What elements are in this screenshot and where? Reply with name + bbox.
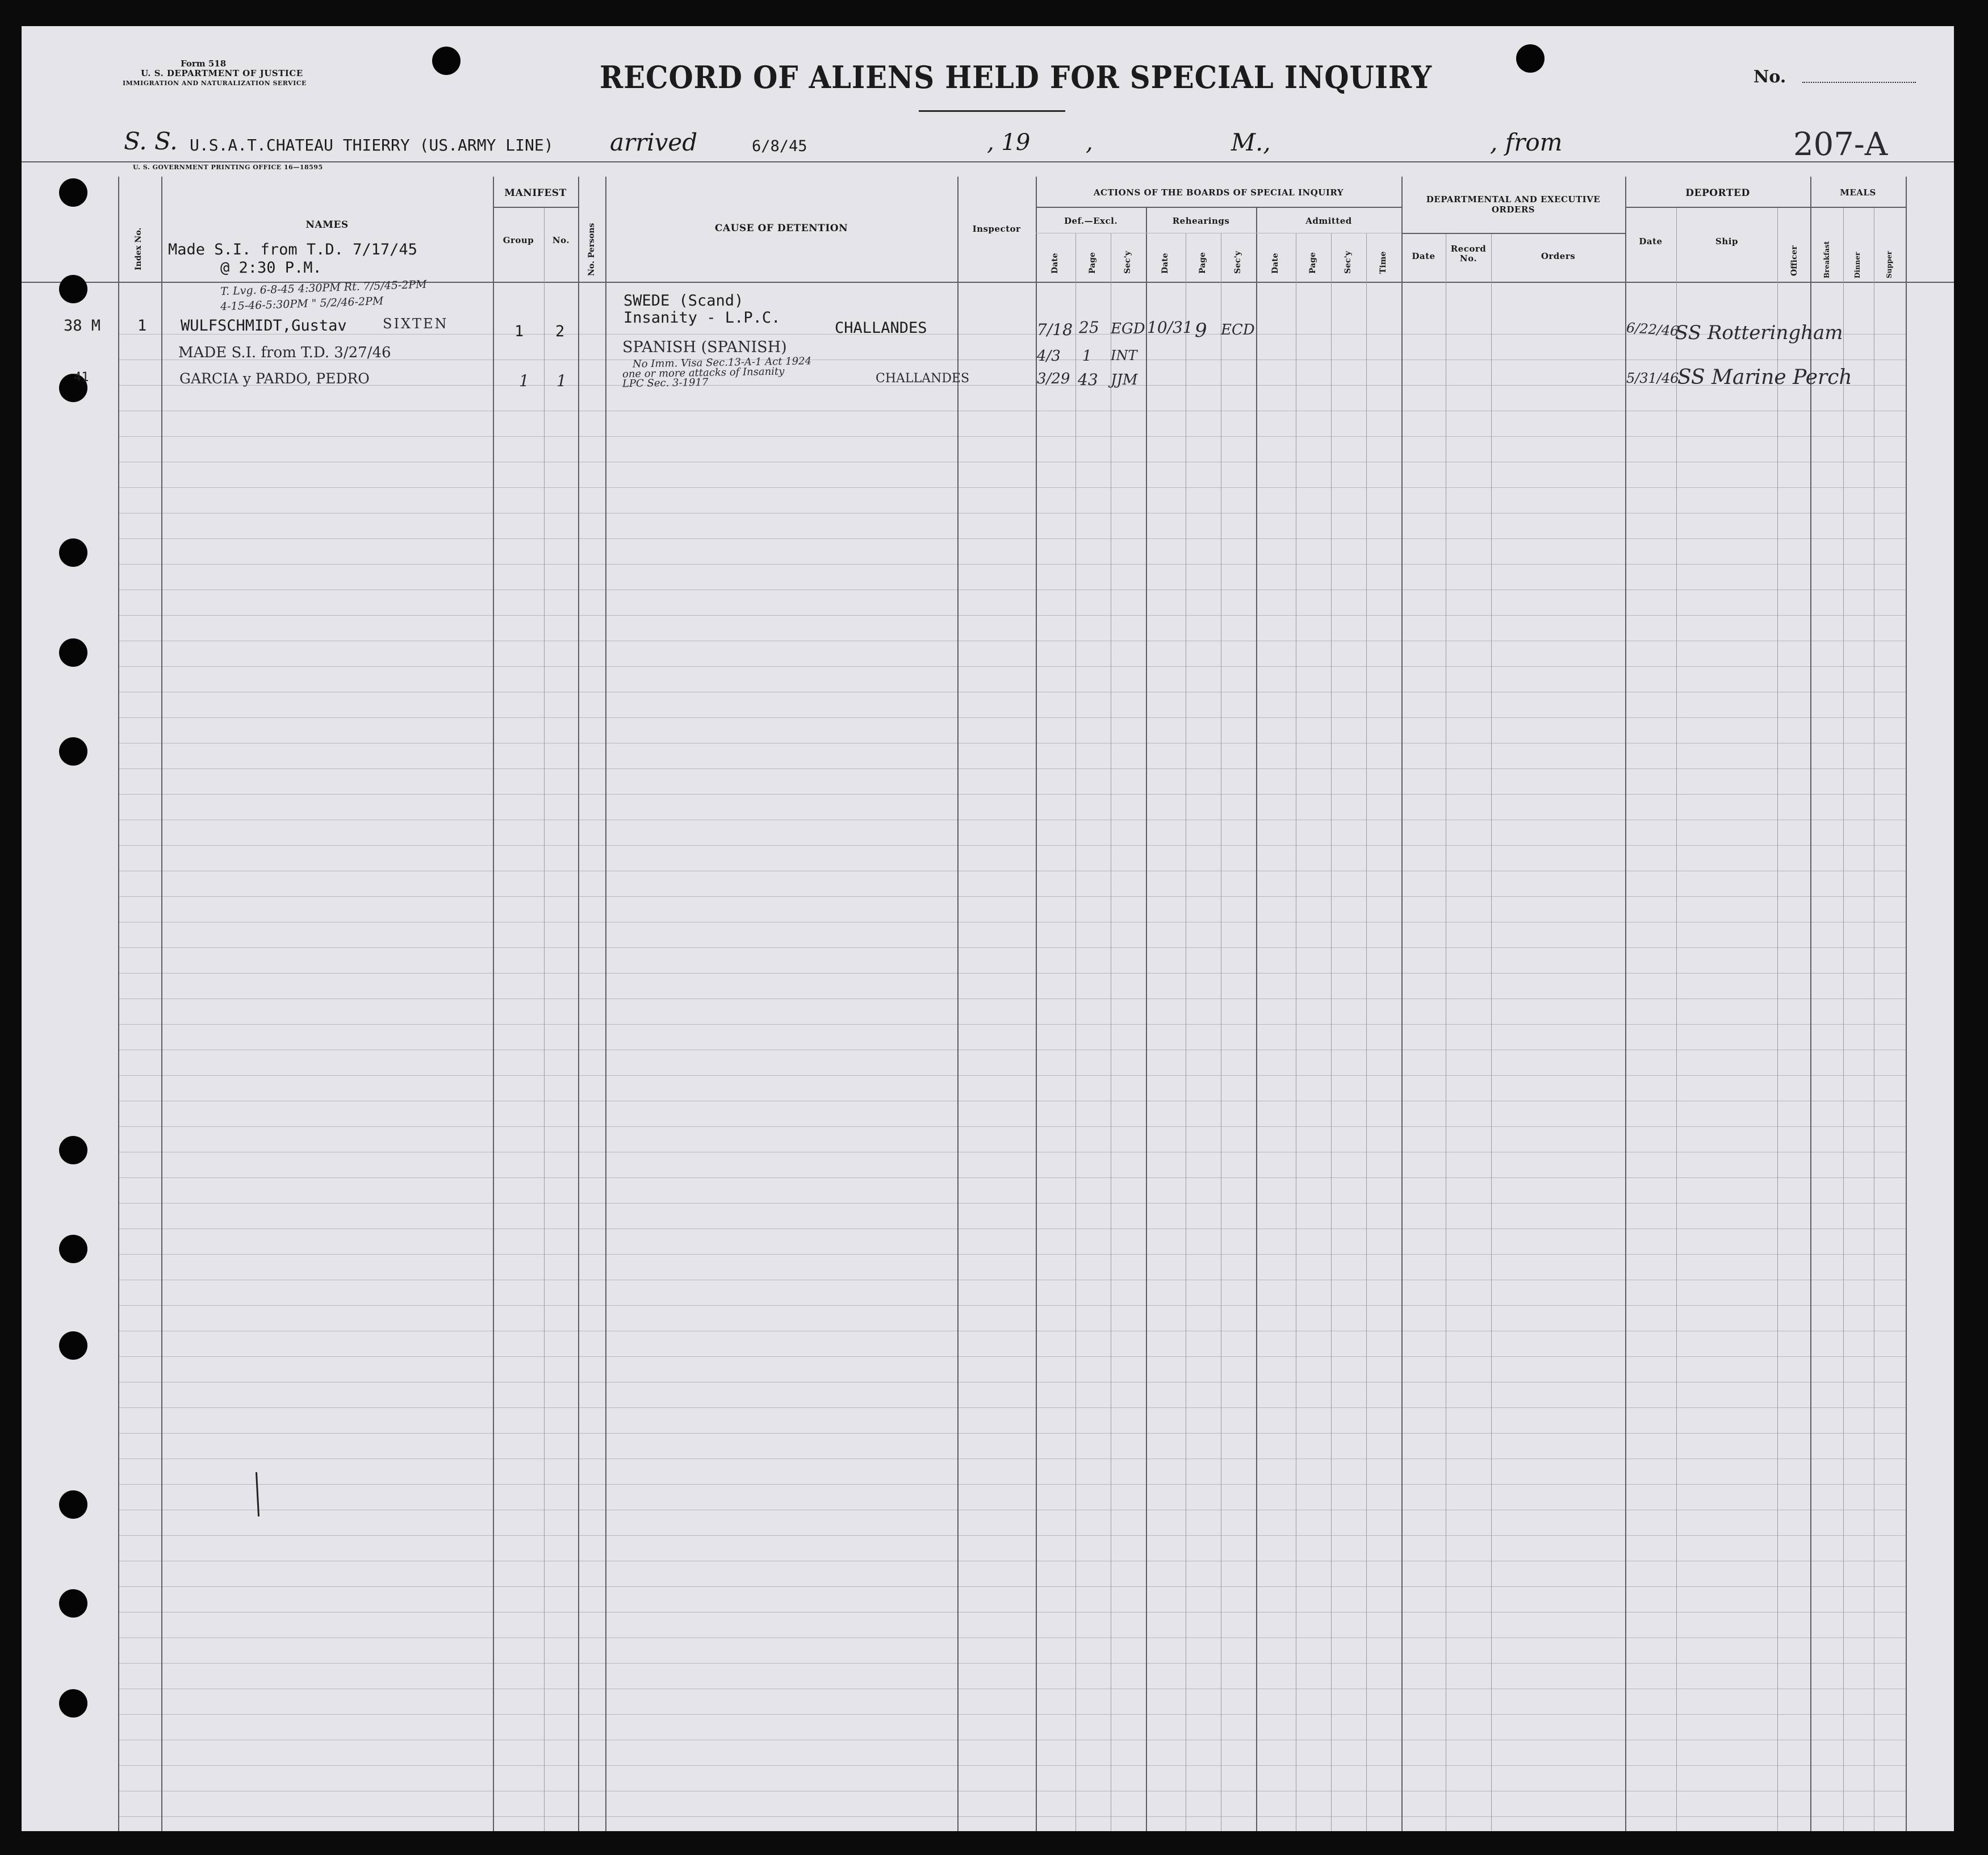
col-line-actions-left — [1036, 177, 1037, 1831]
header-officer: Officer — [1790, 245, 1799, 276]
ledger-row-line — [118, 1586, 1906, 1587]
ledger-row-line — [118, 973, 1906, 974]
entry2-name[interactable]: GARCIA y PARDO, PEDRO — [179, 370, 370, 387]
ledger-row-line — [118, 1177, 1906, 1178]
printing-office: U. S. GOVERNMENT PRINTING OFFICE 16—18595 — [133, 164, 323, 171]
header-breakfast: Breakfast — [1823, 241, 1831, 278]
entry2-inspector: CHALLANDES — [876, 371, 970, 386]
entry1-index: 1 — [137, 317, 147, 335]
col-line-names-left — [161, 177, 162, 1831]
entry2-cause-line1: SPANISH (SPANISH) — [622, 339, 787, 356]
entry1-def-date: 7/18 — [1037, 320, 1073, 339]
entry1-dep-date: 6/22/46 — [1626, 319, 1680, 340]
col-line-meals-right — [1906, 177, 1907, 1831]
binder-hole — [59, 538, 87, 567]
header-manifest: MANIFEST — [504, 187, 567, 199]
binder-hole — [59, 1490, 87, 1519]
ledger-row-line — [118, 666, 1906, 667]
header-no-persons: No. Persons — [587, 223, 596, 276]
entry1-name-extra: SIXTEN — [383, 316, 449, 332]
entry1-reh-date: 10/31 — [1147, 318, 1193, 337]
entry2-note-line1: MADE S.I. from T.D. 3/27/46 — [178, 344, 391, 361]
col-line-meals-left — [1810, 177, 1811, 1831]
col-line-a7 — [1366, 233, 1367, 1831]
ship-name[interactable]: U.S.A.T.CHATEAU THIERRY (US.ARMY LINE) — [190, 136, 554, 154]
header-adm-date: Date — [1271, 253, 1280, 274]
entry2-cause-line2: No Imm. Visa Sec.13-A-1 Act 1924 — [632, 355, 812, 370]
header-reh-page: Page — [1198, 252, 1207, 274]
header-admitted: Admitted — [1305, 216, 1352, 226]
header-actions: ACTIONS OF THE BOARDS OF SPECIAL INQUIRY — [1093, 187, 1344, 198]
names-note-line1: Made S.I. from T.D. 7/17/45 — [168, 241, 417, 258]
header-orders: Orders — [1541, 251, 1576, 261]
ledger-row-line — [118, 1663, 1906, 1664]
col-line-group-no — [544, 208, 545, 1831]
ledger-row-line — [118, 1126, 1906, 1127]
no-label: No. — [1753, 67, 1786, 87]
entry1-dep-ship: SS Rotteringham — [1675, 321, 1843, 344]
header-def-page: Page — [1088, 252, 1097, 274]
binder-hole — [59, 1136, 87, 1164]
ledger-row-line — [118, 1024, 1906, 1025]
m-label: M., — [1231, 128, 1271, 156]
comma-label: , — [1086, 129, 1093, 156]
entry1-group: 1 — [514, 323, 524, 340]
ledger-row-line — [118, 615, 1906, 616]
arrived-label: arrived — [610, 128, 698, 156]
binder-hole — [59, 1331, 87, 1360]
entry1-margin: 38 M — [64, 317, 101, 335]
col-line-dept-left — [1401, 177, 1403, 1831]
binder-hole — [59, 638, 87, 667]
dept-rule — [1401, 233, 1625, 234]
binder-hole — [59, 737, 87, 766]
binder-hole — [59, 275, 87, 303]
col-line-persons-left — [578, 177, 579, 1831]
no-field[interactable] — [1802, 82, 1916, 83]
ledger-row-line — [118, 1484, 1906, 1485]
form-agency: U. S. DEPARTMENT OF JUSTICE — [141, 68, 303, 78]
col-line-dep1 — [1676, 208, 1677, 1831]
col-line-deported-left — [1625, 177, 1626, 1831]
header-def-excl: Def.—Excl. — [1064, 216, 1118, 226]
entry1-no: 2 — [555, 323, 565, 340]
col-line-dep2 — [1777, 208, 1778, 1831]
ledger-row-line — [118, 1816, 1906, 1817]
entry1-reh-page: 9 — [1195, 319, 1207, 342]
header-def-secy: Sec'y — [1123, 251, 1132, 274]
ledger-row-line — [118, 538, 1906, 539]
header-names: NAMES — [305, 219, 349, 231]
form-number: Form 518 — [181, 59, 227, 69]
entry2-def-secy2: JJM — [1111, 371, 1138, 388]
col-line-rehear-left — [1146, 208, 1147, 1831]
ledger-row-line — [118, 1254, 1906, 1255]
ledger-row-line — [118, 1305, 1906, 1306]
ledger-row-line — [118, 1075, 1906, 1076]
header-meals: MEALS — [1840, 187, 1876, 198]
col-line-a6 — [1331, 233, 1332, 1831]
header-reh-secy: Sec'y — [1233, 251, 1242, 274]
from-label: , from — [1490, 128, 1563, 156]
header-inspector: Inspector — [972, 224, 1021, 234]
header-dept-orders: DEPARTMENTAL AND EXECUTIVE ORDERS — [1426, 194, 1601, 215]
record-sheet — [22, 26, 1954, 1831]
ledger-row-line — [118, 1765, 1906, 1766]
ledger-row-line — [118, 436, 1906, 437]
title-underline — [919, 110, 1065, 112]
entry2-cause-line4: LPC Sec. 3-1917 — [622, 376, 709, 390]
ledger-row-line — [118, 1407, 1906, 1408]
header-record-no: Record No. — [1450, 244, 1487, 264]
entry2-no: 1 — [556, 371, 567, 390]
header-top-rule — [22, 161, 1954, 162]
binder-hole — [1516, 44, 1545, 73]
col-line-d2 — [1491, 233, 1492, 1831]
ledger-row-line — [118, 794, 1906, 795]
entry1-def-page: 25 — [1079, 318, 1099, 337]
entry2-def-page2: 43 — [1078, 370, 1098, 389]
col-line-m1 — [1843, 208, 1844, 1831]
col-line-cause-left — [605, 177, 606, 1831]
entry1-cause-line1: SWEDE (Scand) — [623, 292, 744, 310]
page-number[interactable]: 207-A — [1793, 126, 1888, 163]
entry2-def-date2: 3/29 — [1037, 370, 1070, 387]
ledger-row-line — [118, 1714, 1906, 1715]
ledger-row-line — [118, 1535, 1906, 1536]
entry2-dep-date: 5/31/46 — [1626, 370, 1679, 386]
entry1-note-line2: 4-15-46-5:30PM " 5/2/46-2PM — [220, 294, 384, 314]
col-line-a1 — [1075, 233, 1076, 1831]
header-supper: Supper — [1885, 250, 1893, 278]
form-service: IMMIGRATION AND NATURALIZATION SERVICE — [123, 80, 307, 87]
entry2-def-secy1: INT — [1111, 348, 1137, 364]
entry2-dep-ship: SS Marine Perch — [1677, 366, 1852, 389]
header-adm-time: Time — [1379, 251, 1388, 274]
ledger-row-line — [118, 487, 1906, 488]
header-adm-page: Page — [1308, 252, 1317, 274]
ledger-row-line — [118, 1637, 1906, 1638]
header-cause: CAUSE OF DETENTION — [714, 223, 848, 234]
header-def-date: Date — [1050, 253, 1060, 274]
ledger-row-line — [118, 947, 1906, 948]
ledger-row-line — [118, 564, 1906, 565]
header-no: No. — [552, 235, 570, 245]
entry2-group: 1 — [519, 371, 529, 390]
ledger-row-line — [118, 1356, 1906, 1357]
header-adm-secy: Sec'y — [1344, 251, 1353, 274]
manifest-rule — [493, 207, 578, 208]
entry1-name[interactable]: WULFSCHMIDT,Gustav — [181, 317, 347, 335]
ss-label: S. S. — [124, 127, 178, 155]
ledger-row-line — [118, 896, 1906, 897]
deported-rule — [1625, 207, 1906, 208]
header-reh-date: Date — [1161, 253, 1170, 274]
entry2-def-date1: 4/3 — [1037, 348, 1061, 365]
ledger-row-line — [118, 1433, 1906, 1434]
entry1-inspector: CHALLANDES — [835, 319, 927, 337]
form-title: RECORD OF ALIENS HELD FOR SPECIAL INQUIRY — [600, 59, 1432, 95]
entry1-cause-line2: Insanity - L.P.C. — [623, 309, 781, 327]
names-note-line2: @ 2:30 P.M. — [220, 259, 322, 277]
year-label: , 19 — [987, 129, 1031, 156]
header-rehearings: Rehearings — [1172, 216, 1230, 226]
header-dinner: Dinner — [1853, 252, 1861, 278]
entry2-def-page1: 1 — [1082, 348, 1092, 365]
entry2-cause-line3: one or more attacks of Insanity — [622, 365, 785, 381]
binder-hole — [59, 178, 87, 207]
ledger-row-line — [118, 768, 1906, 769]
header-dep-ship: Ship — [1715, 236, 1738, 247]
ledger-row-line — [118, 845, 1906, 846]
arrived-date[interactable]: 6/8/45 — [752, 137, 807, 155]
actions-rule — [1036, 207, 1401, 208]
binder-hole — [59, 1689, 87, 1718]
binder-hole — [432, 47, 461, 75]
ledger-row-line — [118, 998, 1906, 999]
header-dep-date: Date — [1639, 236, 1663, 247]
header-dept-date: Date — [1412, 251, 1435, 261]
col-line-index-left — [118, 177, 119, 1831]
ledger-row-line — [118, 717, 1906, 718]
header-index-no: Index No. — [134, 227, 143, 270]
col-line-manifest-left — [493, 177, 494, 1831]
entry2-margin: 41 — [74, 370, 89, 385]
entry1-reh-secy: ECD — [1221, 321, 1255, 339]
header-deported: DEPORTED — [1685, 187, 1750, 199]
entry1-note-line1: T. Lvg. 6-8-45 4:30PM Rt. 7/5/45-2PM — [220, 278, 427, 298]
ledger-row-line — [118, 1203, 1906, 1204]
binder-hole — [59, 1235, 87, 1263]
col-line-admitted-left — [1256, 208, 1257, 1831]
binder-hole — [59, 1589, 87, 1618]
col-line-inspector-left — [957, 177, 959, 1831]
header-group: Group — [503, 235, 534, 245]
entry1-def-secy: EGD — [1111, 320, 1145, 337]
